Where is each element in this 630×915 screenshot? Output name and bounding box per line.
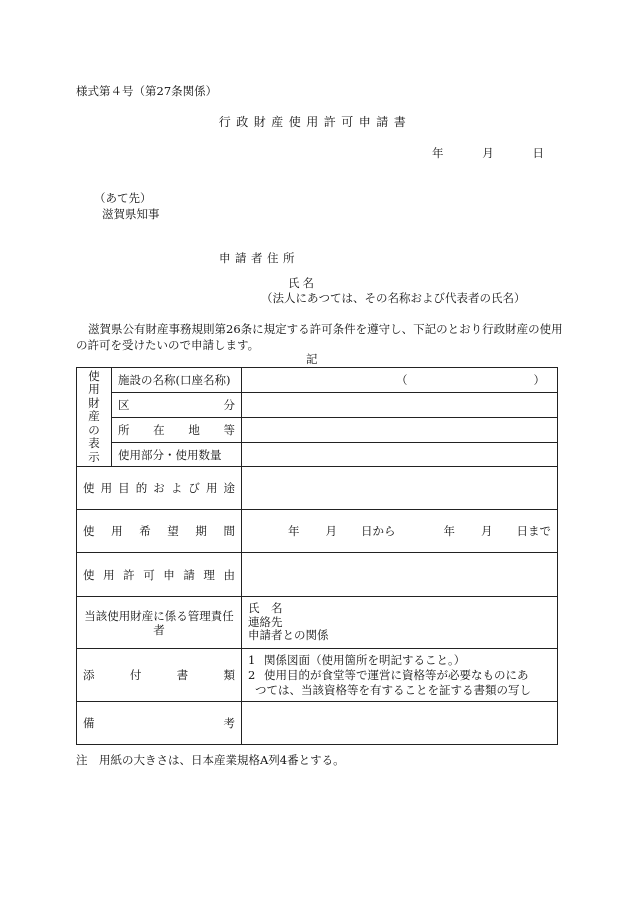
attachments-label [77,649,242,702]
date-year: 年 [432,146,444,160]
label-char: 希 [139,524,151,538]
application-table [76,367,558,745]
period-start-day: 日から [361,524,396,538]
label-char: 可 [143,567,155,582]
label-char: の [88,422,100,437]
label-char: 用 [88,382,100,397]
label-char: 用 [205,481,218,495]
attachment-text: つては、当該資格等を有することを証する書類の写し [255,682,531,697]
label-char: 示 [88,449,100,464]
table-row [77,443,558,467]
table-row [77,510,558,553]
label-char: よ [170,481,183,495]
reason-field[interactable] [242,553,558,597]
facility-name-label: 施設の名称(口座名称) [112,368,242,393]
label-char: 望 [167,524,179,538]
attachment-text: 使用目的が食堂等で運営に資格等が必要なものにあ [264,667,529,682]
manager-field[interactable] [242,597,558,649]
label-char: 使 [83,481,95,495]
attachment-number: 1 [248,652,256,667]
attachment-item-continued [248,683,551,698]
label-char: び [188,481,200,495]
label-char: 使 [83,567,95,582]
label-char: 在 [153,423,165,437]
addressee-name: 滋賀県知事 [102,207,160,221]
manager-name-label: 氏 名 [248,601,283,616]
reason-label [77,553,242,597]
remarks-label [77,702,242,745]
manager-label: 当該使用財産に係る管理責任者 [77,597,242,649]
label-char: 由 [223,567,235,582]
label-char: 所 [118,423,130,437]
paren-close: ） [533,373,545,387]
footnote: 注 用紙の大きさは、日本産業規格A列4番とする。 [76,753,345,767]
attachment-item [248,668,551,683]
label-char: 期 [195,524,207,538]
location-field[interactable] [242,418,558,443]
application-statement: 滋賀県公有財産事務規則第26条に規定する許可条件を遵守し、下記のとおり行政財産の使用の許可を受けたいので申請します。 [76,322,563,352]
label-char: 使 [83,524,95,538]
label-char: 備 [83,716,95,730]
label-char: 区 [118,398,130,412]
addressee-label: （あて先） [94,191,152,205]
remarks-field[interactable] [242,702,558,745]
label-char: 用 [111,524,123,538]
table-row [77,368,558,393]
property-display-label [77,368,112,467]
label-char: 類 [223,668,235,682]
usage-area-label: 使用部分・使用数量 [112,443,242,467]
date-line [432,146,544,160]
facility-name-field[interactable] [242,368,558,393]
date-month: 月 [482,146,494,160]
label-char: 用 [103,567,115,582]
applicant-address-label: 申請者住所 [219,251,299,265]
label-char: 等 [223,423,235,437]
label-char: 書 [176,668,189,682]
attachment-text: 関係図面（使用箇所を明記すること。） [264,652,466,667]
label-char: お [153,481,165,495]
period-start-month: 月 [325,524,337,538]
manager-relation-label: 申請者との関係 [248,628,329,643]
label-char: 使 [88,368,100,383]
label-char: 途 [223,481,235,495]
period-field[interactable] [242,510,558,553]
usage-area-field[interactable] [242,443,558,467]
period-label [77,510,242,553]
label-char: 理 [203,567,215,582]
label-char: 産 [88,409,100,424]
period-end-year: 年 [443,524,455,538]
table-row [77,553,558,597]
label-char: 地 [188,423,200,437]
form-number: 様式第４号（第27条関係） [76,84,218,98]
table-row [77,597,558,649]
table-row [77,702,558,745]
purpose-field[interactable] [242,467,558,510]
attachments-list [242,649,558,702]
label-char: 的 [135,481,148,495]
label-char: 申 [163,567,175,582]
label-char: 分 [223,398,235,412]
applicant-name-label: 氏名 [288,276,317,290]
label-char: 表 [88,436,100,451]
table-row [77,393,558,418]
label-char: 財 [88,395,100,410]
manager-contact-label: 連絡先 [248,614,283,629]
label-char: 目 [118,481,130,495]
table-row [77,649,558,702]
ki-heading: 記 [306,352,318,366]
period-start-year: 年 [288,524,300,538]
table-row [77,418,558,443]
label-char: 請 [183,567,195,582]
label-char: 付 [129,668,142,682]
location-label [112,418,242,443]
attachment-number: 2 [248,667,256,682]
purpose-label [77,467,242,510]
applicant-name-note: （法人にあつては、その名称および代表者の氏名） [261,291,526,305]
document-title: 行政財産使用許可申請書 [218,115,412,129]
period-end-day: 日まで [516,524,551,538]
attachment-item [248,653,551,668]
table-row [77,467,558,510]
label-char: 用 [100,481,113,495]
paren-open: （ [396,373,408,387]
category-field[interactable] [242,393,558,418]
label-char: 間 [223,524,235,538]
date-day: 日 [532,146,544,160]
category-label [112,393,242,418]
label-char: 添 [83,668,95,682]
label-char: 考 [223,716,235,730]
period-end-month: 月 [481,524,493,538]
label-char: 許 [123,567,135,582]
